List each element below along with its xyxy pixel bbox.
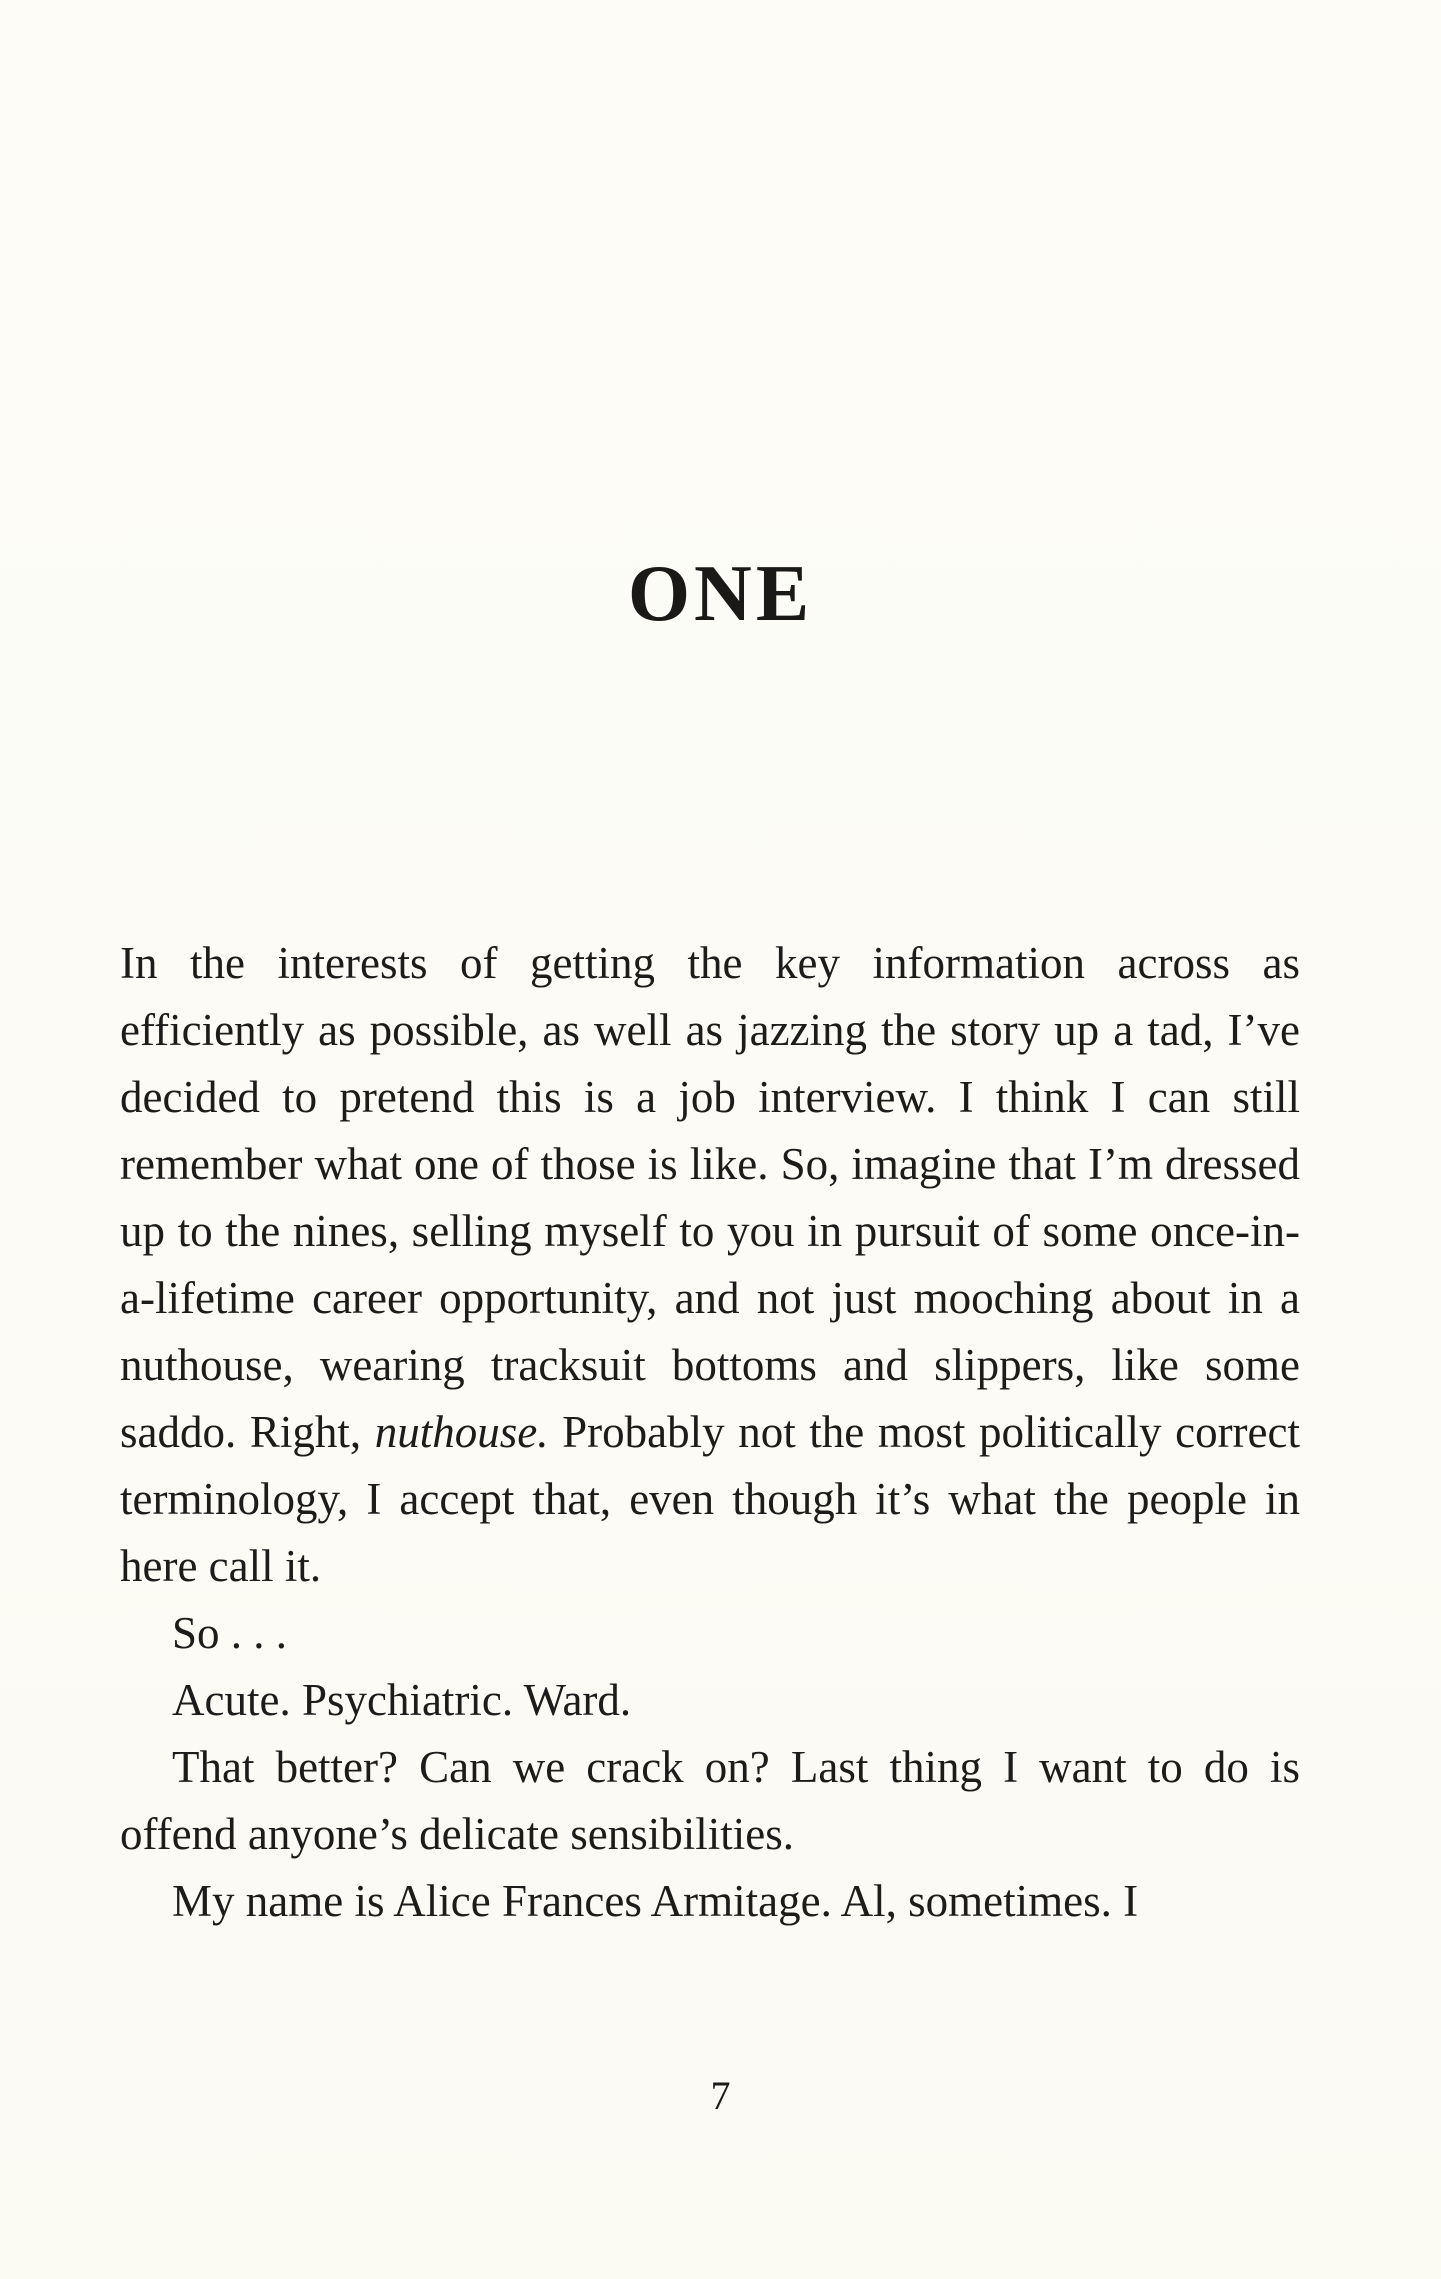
paragraph-3: Acute. Psychiatric. Ward. [172, 1675, 632, 1725]
paragraph-1-text: In the interests of getting the key information across as efficiently as possible, as well as jazzing the story up a tad, I’ve decided to pretend this is a job interview. I think I can still remember what one of those is like. So, imagine that I’m dressed up to the nines, selling myself to you in pursuit of some once-in-a-lifetime career opportunity, and not just mooching about in a nuthouse, wearing tracksuit bottoms and slippers, like some saddo. Right, [120, 938, 1300, 1457]
body-text [120, 930, 1300, 1935]
paragraph-5: My name is Alice Frances Armitage. Al, sometimes. I [172, 1876, 1139, 1926]
chapter-heading: ONE [627, 549, 814, 638]
italic-word: nuthouse. [374, 1407, 549, 1457]
paragraph-2: So . . . [172, 1608, 288, 1658]
paragraph-1 [120, 930, 1300, 1600]
paragraph-1-text-end: Probably not the most politically correct terminology, I accept that, even though it’s what the people in here call it. [120, 1407, 1300, 1591]
paragraph-4: That better? Can we crack on? Last thing I want to do is offend anyone’s delicate sensibilities. [120, 1742, 1300, 1859]
page-number: 7 [710, 2073, 731, 2118]
